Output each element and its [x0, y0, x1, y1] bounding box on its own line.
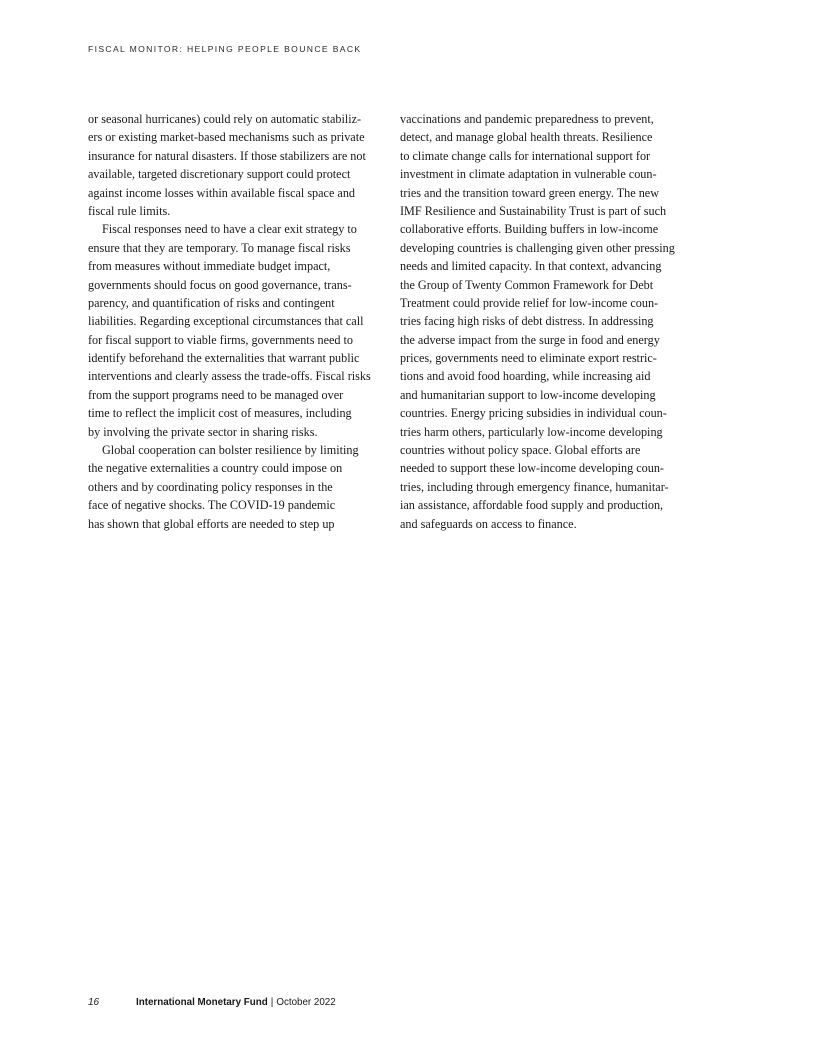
page-footer: [88, 997, 336, 1008]
text-line: tries and the transition toward green energy. The new: [400, 185, 660, 200]
text-line: to climate change calls for international support for: [400, 148, 651, 163]
text-line: interventions and clearly assess the trade-offs. Fiscal risks: [88, 369, 371, 384]
text-line: vaccinations and pandemic preparedness to prevent,: [400, 112, 654, 126]
text-line: investment in climate adaptation in vulnerable coun-: [400, 167, 657, 182]
text-line: developing countries is challenging given other pressing: [400, 240, 675, 255]
footer-separator: |: [270, 997, 274, 1008]
text-line: from measures without immediate budget impact,: [88, 259, 331, 274]
text-line: face of negative shocks. The COVID-19 pandemic: [88, 498, 336, 513]
text-line: available, targeted discretionary support could protect: [88, 167, 351, 182]
publisher-name: International Monetary Fund: [136, 997, 268, 1008]
text-line: prices, governments need to eliminate export restric-: [400, 351, 657, 366]
text-line: needs and limited capacity. In that context, advancing: [400, 259, 662, 274]
text-line: from the support programs need to be managed over: [88, 387, 344, 402]
text-line: against income losses within available fiscal space and: [88, 185, 356, 200]
text-line: Treatment could provide relief for low-income coun-: [400, 295, 659, 310]
text-line: tries harm others, particularly low-income developing: [400, 424, 663, 439]
running-header: FISCAL MONITOR: HELPING PEOPLE BOUNCE BACK: [88, 44, 362, 54]
text-line: tries, including through emergency finance, humanitar-: [400, 479, 669, 494]
text-line: ers or existing market-based mechanisms such as private: [88, 130, 365, 145]
text-line: has shown that global efforts are needed to step up: [88, 516, 335, 531]
text-line: Fiscal responses need to have a clear exit strategy to: [102, 222, 357, 237]
text-line: and humanitarian support to low-income developing: [400, 387, 656, 402]
text-line: insurance for natural disasters. If those stabilizers are not: [88, 148, 366, 163]
text-line: governments should focus on good governance, trans-: [88, 277, 352, 292]
page-number: 16: [88, 997, 100, 1008]
text-line: collaborative efforts. Building buffers in low-income: [400, 222, 659, 237]
text-line: needed to support these low-income developing coun-: [400, 461, 664, 476]
text-line: liabilities. Regarding exceptional circumstances that call: [88, 314, 364, 329]
text-line: others and by coordinating policy responses in the: [88, 479, 333, 494]
text-line: the Group of Twenty Common Framework for Debt: [400, 277, 654, 292]
text-line: countries without policy space. Global efforts are: [400, 443, 641, 458]
text-line: IMF Resilience and Sustainability Trust is part of such: [400, 203, 667, 218]
text-line: fiscal rule limits.: [88, 203, 171, 218]
text-line: countries. Energy pricing subsidies in individual coun-: [400, 406, 667, 421]
text-line: tries facing high risks of debt distress. In addressing: [400, 314, 654, 329]
text-line: time to reflect the implicit cost of measures, including: [88, 406, 352, 421]
text-line: by involving the private sector in sharing risks.: [88, 424, 318, 439]
text-line: or seasonal hurricanes) could rely on automatic stabiliz-: [88, 112, 362, 126]
left-column: [88, 110, 380, 533]
text-line: ensure that they are temporary. To manage fiscal risks: [88, 240, 351, 255]
text-line: the adverse impact from the surge in food and energy: [400, 332, 660, 347]
text-line: identify beforehand the externalities that warrant public: [88, 351, 360, 366]
text-line: for fiscal support to viable firms, governments need to: [88, 332, 354, 347]
text-line: ian assistance, affordable food supply and production,: [400, 498, 664, 513]
text-line: and safeguards on access to finance.: [400, 516, 577, 531]
text-line: Global cooperation can bolster resilience by limiting: [102, 443, 359, 458]
text-line: detect, and manage global health threats. Resilience: [400, 130, 653, 145]
right-column: [400, 110, 696, 533]
text-line: the negative externalities a country could impose on: [88, 461, 343, 476]
text-line: parency, and quantification of risks and contingent: [88, 295, 335, 310]
text-line: tions and avoid food hoarding, while increasing aid: [400, 369, 651, 384]
publication-date: October 2022: [276, 997, 336, 1008]
